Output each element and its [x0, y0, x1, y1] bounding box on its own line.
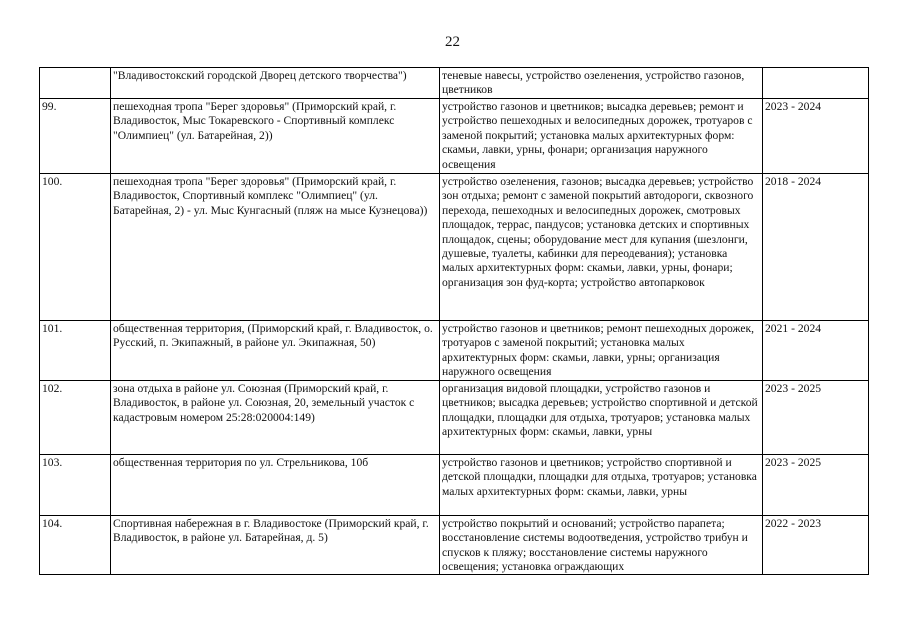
row-number-cell: 101.	[40, 321, 111, 381]
works-cell: устройство газонов и цветников; устройство спортивной и детской площадки, площадки для отдыха, тротуаров; установка малых архитектурных форм: скамьи, лавки, урны	[440, 455, 763, 516]
years-cell: 2023 - 2024	[763, 99, 869, 174]
territory-name-cell	[111, 516, 440, 575]
row-number-cell: 99.	[40, 99, 111, 174]
years-cell: 2023 - 2025	[763, 381, 869, 455]
territories-table	[39, 67, 869, 575]
table-row	[40, 381, 869, 455]
page-number: 22	[445, 34, 460, 50]
row-number-cell: 103.	[40, 455, 111, 516]
territory-name-cell: пешеходная тропа "Берег здоровья" (Приморский край, г. Владивосток, Мыс Токаревского - Спортивный комплекс "Олимпиец" (ул. Батарейная, 2))	[111, 99, 440, 174]
works-text: устройство покрытий и оснований; устройство парапета; восстановление системы водоотведения, устройство трибун и спусков к пляжу; восстановление системы наружного освещения; установка ограждающих	[442, 517, 748, 574]
years-cell: 2018 - 2024	[763, 174, 869, 321]
territory-name-cell: общественная территория, (Приморский край, г. Владивосток, о. Русский, п. Экипажный, в районе ул. Экипажная, 50)	[111, 321, 440, 381]
works-cell: устройство газонов и цветников; ремонт пешеходных дорожек, тротуаров с заменой покрытий; установка малых архитектурных форм: скамьи, лавки, урны; организация наружного освещения	[440, 321, 763, 381]
row-number-text: 104.	[42, 517, 63, 530]
works-cell: устройство озеленения, газонов; высадка деревьев; устройство зон отдыха; ремонт с заменой покрытий автодороги, сквозного перехода, пешеходных и велосипедных дорожек, смотровых площадок, террас, пандусов; установка детских и спортивных площадок, сцены; оборудование мест для купания (шезлонги, душевые, туалеты, кабинки для переодевания); установка малых архитектурных форм: скамьи, лавки, урны, фонари; организация зон фуд-корта; устройство автопарковок	[440, 174, 763, 321]
works-cell: устройство газонов и цветников; высадка деревьев; ремонт и устройство пешеходных и велосипедных дорожек, тротуаров с заменой покрытий; установка малых архитектурных форм: скамьи, лавки, урны, фонари; организация наружного освещения	[440, 99, 763, 174]
years-cell: 2023 - 2025	[763, 455, 869, 516]
works-cell: теневые навесы, устройство озеленения, устройство газонов, цветников	[440, 68, 763, 99]
territory-name-cell: пешеходная тропа "Берег здоровья" (Приморский край, г. Владивосток, Спортивный комплекс "Олимпиец" (ул. Батарейная, 2) - ул. Мыс Кунгасный (пляж на мысе Кузнецова))	[111, 174, 440, 321]
row-number-cell	[40, 68, 111, 99]
row-number-cell	[40, 516, 111, 575]
territory-name-cell: "Владивостокский городской Дворец детского творчества")	[111, 68, 440, 99]
years-cell	[763, 516, 869, 575]
territory-name-cell: общественная территория по ул. Стрельникова, 10б	[111, 455, 440, 516]
table-row	[40, 174, 869, 321]
row-number-cell: 100.	[40, 174, 111, 321]
territory-name-text: Спортивная набережная в г. Владивостоке (Приморский край, г. Владивосток, в районе ул. Батарейная, д. 5)	[113, 517, 429, 545]
table-row	[40, 321, 869, 381]
works-cell	[440, 516, 763, 575]
years-cell	[763, 68, 869, 99]
territory-name-cell: зона отдыха в районе ул. Союзная (Приморский край, г. Владивосток, в районе ул. Союзная, 20, земельный участок с кадастровым номером 25:28:020004:149)	[111, 381, 440, 455]
table-row	[40, 68, 869, 99]
years-cell: 2021 - 2024	[763, 321, 869, 381]
years-text: 2022 - 2023	[765, 517, 822, 530]
works-cell: организация видовой площадки, устройство газонов и цветников; высадка деревьев; устройство спортивной и детской площадки, площадки для отдыха, тротуаров; установка малых архитектурных форм: скамьи, лавки, урны	[440, 381, 763, 455]
row-number-cell: 102.	[40, 381, 111, 455]
table-row	[40, 455, 869, 516]
table-row	[40, 99, 869, 174]
table-row	[40, 516, 869, 575]
